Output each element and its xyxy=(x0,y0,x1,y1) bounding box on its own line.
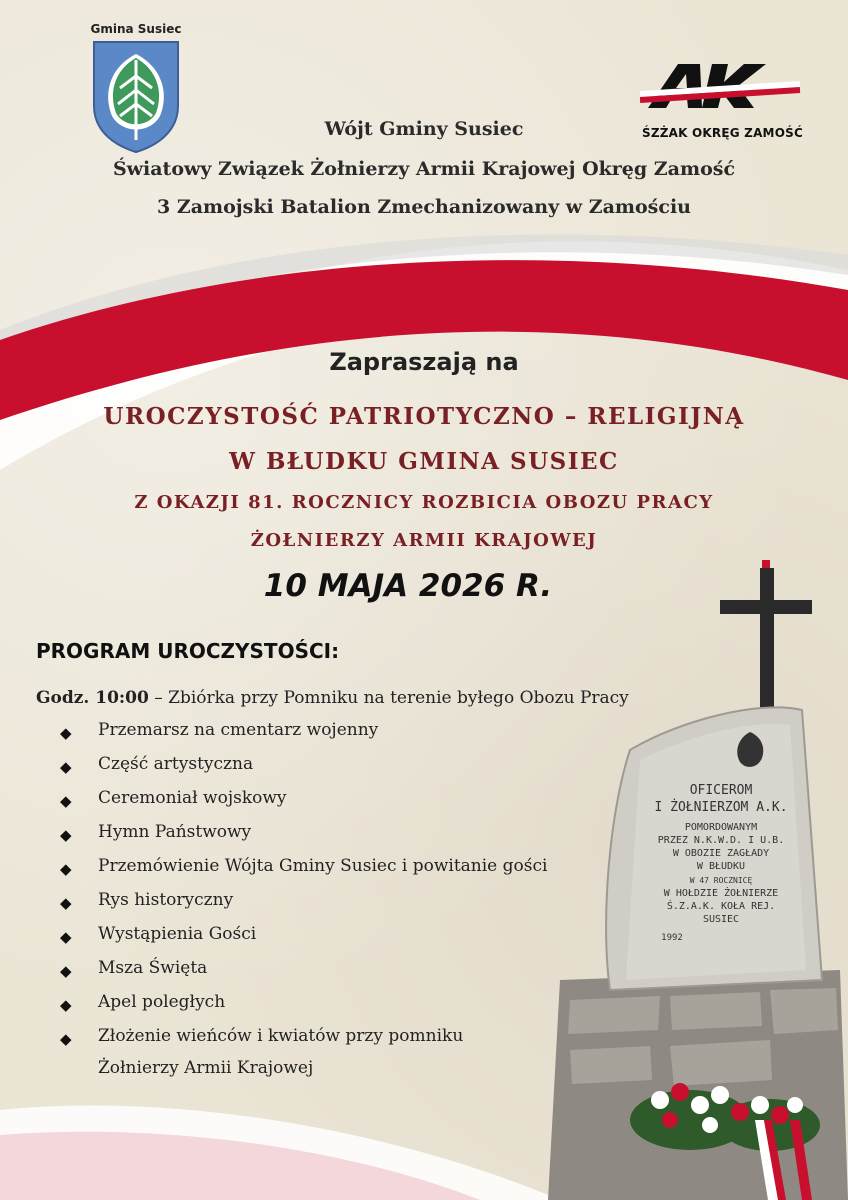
program-first-item xyxy=(36,688,629,708)
diamond-bullet-icon: ◆ xyxy=(60,758,72,776)
diamond-bullet-icon: ◆ xyxy=(60,724,72,742)
cross-horizontal xyxy=(720,600,812,614)
diamond-bullet-icon: ◆ xyxy=(60,962,72,980)
title-line-3: Z OKAZJI 81. ROCZNICY ROZBICIA OBOZU PRACY xyxy=(134,492,714,513)
inscription-line-9: Ś.Z.A.K. KOŁA REJ. xyxy=(666,901,776,912)
diamond-bullet-icon: ◆ xyxy=(60,826,72,844)
inscription-line-6: W BŁUDKU xyxy=(696,861,746,872)
invite-heading: Zapraszają na xyxy=(329,348,519,376)
title-line-2: W BŁUDKU GMINA SUSIEC xyxy=(229,448,619,475)
ak-logo-label: ŚZŻAK OKRĘG ZAMOŚĆ xyxy=(642,126,803,140)
title-line-1: UROCZYSTOŚĆ PATRIOTYCZNO – RELIGIJNĄ xyxy=(103,403,745,430)
organizer-line-2: Światowy Związek Żołnierzy Armii Krajowej Okręg Zamość xyxy=(112,158,736,180)
program-time: Godz. 10:00 xyxy=(36,688,149,708)
program-first-text: – Zbiórka przy Pomniku na terenie byłego Obozu Pracy xyxy=(148,688,629,708)
gmina-logo-label: Gmina Susiec xyxy=(90,22,182,36)
inscription-line-2: I ŻOŁNIERZOM A.K. xyxy=(654,800,788,815)
organizer-line-1: Wójt Gminy Susiec xyxy=(324,118,524,140)
diamond-bullet-icon: ◆ xyxy=(60,860,72,878)
inscription-line-10: SUSIEC xyxy=(702,914,740,925)
diamond-bullet-icon: ◆ xyxy=(60,792,72,810)
inscription-year: 1992 xyxy=(661,933,683,943)
diamond-bullet-icon: ◆ xyxy=(60,1030,72,1048)
inscription-line-4: PRZEZ N.K.W.D. I U.B. xyxy=(657,835,785,846)
organizer-line-3: 3 Zamojski Batalion Zmechanizowany w Zamościu xyxy=(157,196,691,218)
cross-vertical xyxy=(760,568,774,708)
monument-image xyxy=(540,560,848,1200)
event-date: 10 MAJA 2026 R. xyxy=(263,568,553,604)
program-heading: PROGRAM UROCZYSTOŚCI: xyxy=(36,639,340,663)
program-continuation: Żołnierzy Armii Krajowej xyxy=(98,1058,314,1078)
diamond-bullet-icon: ◆ xyxy=(60,996,72,1014)
inscription-line-1: OFICEROM xyxy=(689,783,753,798)
inscription-line-7: W 47 ROCZNICĘ xyxy=(689,876,753,885)
ak-logo xyxy=(640,60,815,140)
ak-anchor-icon xyxy=(640,60,810,122)
title-line-4: ŻOŁNIERZY ARMII KRAJOWEJ xyxy=(250,530,598,551)
inscription-line-5: W OBOZIE ZAGŁADY xyxy=(672,848,770,859)
inscription-line-3: POMORDOWANYM xyxy=(684,822,758,833)
diamond-bullet-icon: ◆ xyxy=(60,928,72,946)
inscription-line-8: W HOŁDZIE ŻOŁNIERZE xyxy=(663,888,779,899)
diamond-bullet-icon: ◆ xyxy=(60,894,72,912)
